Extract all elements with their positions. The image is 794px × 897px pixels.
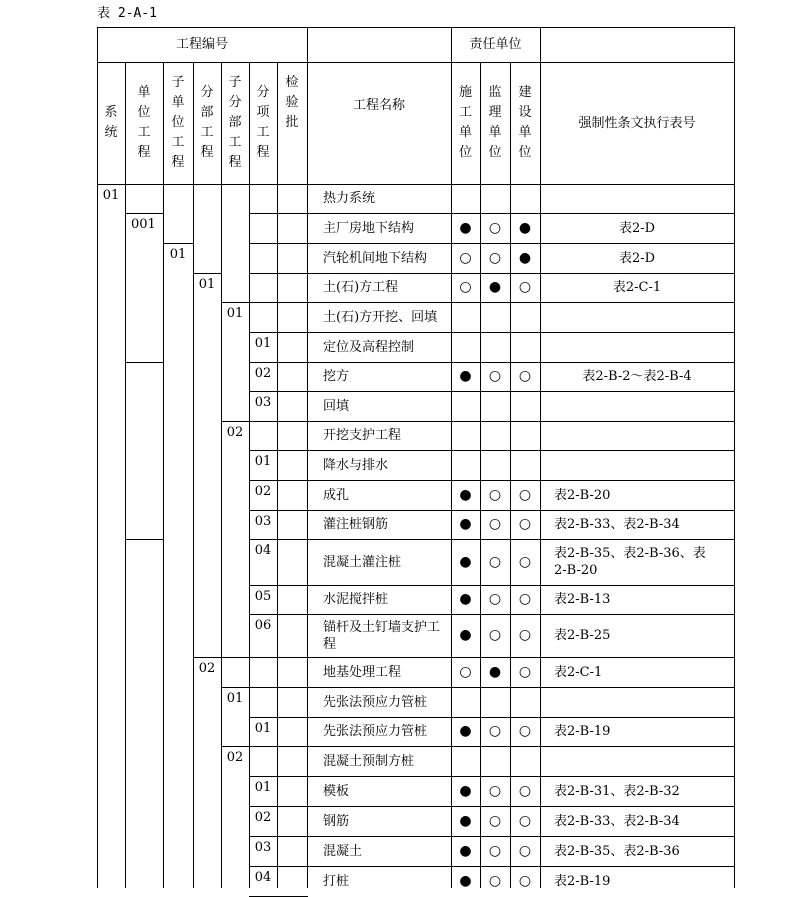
owner-unit-mark: ○ — [518, 812, 532, 829]
grid-rule-v — [734, 27, 735, 888]
code-item: 01 — [254, 780, 272, 795]
supervision-unit-mark: ● — [488, 663, 502, 680]
grid-rule-h — [277, 510, 308, 511]
header-system: 系统 — [104, 105, 118, 140]
mandatory-form-ref: 表2-D — [618, 250, 656, 266]
construction-unit-mark: ● — [459, 219, 472, 236]
grid-rule-h — [277, 746, 308, 747]
construction-unit-mark: ● — [459, 842, 472, 859]
owner-unit-mark: ○ — [518, 516, 532, 532]
mandatory-form-ref: 表2-B-13 — [554, 592, 611, 607]
construction-unit-mark: ● — [459, 368, 472, 384]
grid-rule-v — [125, 184, 126, 888]
construction-unit-mark: ● — [459, 486, 472, 503]
header-project-name: 工程名称 — [352, 98, 405, 113]
code-item: 01 — [254, 336, 272, 351]
grid-rule-h — [249, 421, 278, 422]
code-item: 02 — [254, 366, 272, 381]
code-division: 02 — [198, 661, 216, 676]
grid-rule-v — [221, 184, 222, 888]
code-item: 06 — [254, 618, 272, 633]
construction-unit-mark: ● — [459, 591, 472, 607]
code-item: 03 — [254, 514, 272, 529]
project-name-cell: 土(石)方工程 — [323, 280, 399, 295]
code-item: 03 — [254, 840, 272, 855]
supervision-unit-mark: ○ — [488, 872, 502, 889]
table-label: 表 2-A-1 — [97, 6, 157, 21]
supervision-unit-mark: ○ — [488, 591, 502, 607]
project-name-cell: 开挖支护工程 — [323, 428, 402, 443]
code-item: 01 — [254, 721, 272, 736]
grid-rule-h — [277, 806, 308, 807]
project-name-cell: 钢筋 — [323, 813, 350, 829]
header-responsible-unit: 责任单位 — [469, 37, 522, 52]
header-unit-project: 单位工程 — [137, 85, 151, 160]
construction-unit-mark: ● — [459, 627, 472, 643]
owner-unit-mark: ● — [518, 249, 532, 266]
mandatory-form-ref: 表2-B-20 — [554, 487, 611, 503]
project-name-cell: 汽轮机间地下结构 — [323, 250, 428, 266]
supervision-unit-mark: ○ — [488, 723, 502, 739]
project-name-cell: 灌注桩钢筋 — [323, 517, 389, 532]
grid-rule-h — [277, 332, 308, 333]
owner-unit-mark: ○ — [518, 627, 532, 643]
project-name-cell: 降水与排水 — [323, 457, 389, 473]
grid-rule-h — [277, 362, 308, 363]
grid-rule-h — [277, 273, 308, 274]
project-name-cell: 打桩 — [323, 873, 350, 889]
mandatory-form-ref: 表2-B-33、表2-B-34 — [554, 813, 680, 829]
construction-unit-mark: ● — [459, 872, 472, 889]
project-name-cell: 混凝土 — [323, 843, 363, 859]
project-name-cell: 模板 — [323, 783, 350, 799]
code-sub-division: 02 — [226, 425, 244, 440]
header-sub-unit-project: 子单位工程 — [171, 75, 185, 170]
project-name-cell: 混凝土预制方桩 — [323, 753, 415, 769]
construction-unit-mark: ○ — [459, 249, 472, 266]
project-name-cell: 先张法预应力管桩 — [323, 694, 428, 710]
owner-unit-mark: ○ — [518, 782, 532, 799]
construction-unit-mark: ● — [459, 553, 472, 570]
construction-unit-mark: ○ — [459, 279, 472, 295]
owner-unit-mark: ○ — [518, 842, 532, 859]
mandatory-form-ref: 表2-B-35、表2-B-36、表2-B-20 — [554, 546, 706, 578]
grid-rule-h — [249, 687, 278, 688]
engineering-code-table — [97, 27, 734, 887]
code-item: 02 — [254, 484, 272, 499]
grid-rule-h — [249, 657, 278, 658]
project-name-cell: 主厂房地下结构 — [323, 220, 415, 236]
grid-rule-h — [125, 362, 164, 363]
mandatory-form-ref: 表2-C-1 — [554, 664, 603, 680]
grid-rule-h — [277, 243, 308, 244]
grid-rule-h — [249, 273, 278, 274]
grid-rule-h — [277, 657, 308, 658]
supervision-unit-mark: ● — [488, 279, 502, 295]
project-name-cell: 锚杆及土钉墙支护工程 — [323, 619, 441, 652]
grid-rule-h — [249, 746, 278, 747]
owner-unit-mark: ○ — [518, 723, 532, 739]
header-item: 分项工程 — [256, 85, 270, 160]
grid-rule-h — [277, 421, 308, 422]
mandatory-form-ref: 表2-B-25 — [554, 628, 611, 643]
owner-unit-mark: ● — [518, 219, 532, 236]
grid-rule-h — [277, 776, 308, 777]
owner-unit-mark: ○ — [518, 872, 532, 889]
grid-rule-h — [277, 539, 308, 540]
header-supervision-unit: 监理单位 — [488, 85, 502, 160]
project-name-cell: 地基处理工程 — [323, 664, 402, 680]
grid-rule-h — [249, 302, 278, 303]
grid-rule-h — [277, 717, 308, 718]
owner-unit-mark: ○ — [518, 486, 532, 503]
supervision-unit-mark: ○ — [488, 627, 502, 643]
construction-unit-mark: ● — [459, 723, 472, 739]
grid-rule-h — [277, 302, 308, 303]
owner-unit-mark: ○ — [518, 368, 532, 384]
code-item: 05 — [254, 589, 272, 604]
construction-unit-mark: ○ — [459, 663, 472, 680]
grid-rule-h — [249, 243, 278, 244]
grid-rule-h — [249, 213, 278, 214]
header-construction-unit: 施工单位 — [458, 85, 472, 160]
grid-rule-h — [277, 866, 308, 867]
mandatory-form-ref: 表2-B-31、表2-B-32 — [554, 783, 680, 799]
code-item: 02 — [254, 810, 272, 825]
grid-rule-h — [277, 836, 308, 837]
code-sub-division: 02 — [226, 750, 244, 765]
mandatory-form-ref: 表2-B-19 — [554, 724, 611, 739]
code-division: 01 — [198, 277, 216, 292]
code-sub-division: 01 — [226, 306, 244, 321]
grid-rule-h — [277, 585, 308, 586]
project-name-cell: 土(石)方开挖、回填 — [323, 309, 438, 325]
owner-unit-mark: ○ — [518, 279, 532, 295]
grid-rule-h — [277, 480, 308, 481]
supervision-unit-mark: ○ — [488, 368, 502, 384]
project-name-cell: 回填 — [323, 398, 350, 414]
grid-rule-h — [277, 450, 308, 451]
code-item: 04 — [254, 543, 272, 558]
mandatory-form-ref: 表2-C-1 — [612, 280, 662, 295]
supervision-unit-mark: ○ — [488, 486, 502, 503]
mandatory-form-ref: 表2-B-19 — [554, 873, 611, 889]
header-inspection-batch: 检验批 — [285, 75, 299, 130]
project-name-cell: 热力系统 — [323, 191, 376, 206]
header-division: 分部工程 — [200, 85, 214, 160]
mandatory-form-ref: 表2-D — [618, 220, 656, 236]
code-item: 04 — [254, 870, 272, 885]
owner-unit-mark: ○ — [518, 663, 532, 680]
mandatory-form-ref: 表2-B-35、表2-B-36 — [554, 843, 680, 859]
grid-rule-h — [277, 391, 308, 392]
code-system: 01 — [102, 188, 120, 203]
project-name-cell: 水泥搅拌桩 — [323, 592, 389, 607]
supervision-unit-mark: ○ — [488, 812, 502, 829]
code-sub-division: 01 — [226, 691, 244, 706]
grid-rule-v — [277, 184, 278, 888]
construction-unit-mark: ● — [459, 812, 472, 829]
grid-rule-h — [277, 687, 308, 688]
mandatory-form-ref: 表2-B-33、表2-B-34 — [554, 517, 680, 532]
supervision-unit-mark: ○ — [488, 219, 502, 236]
code-unit: 001 — [131, 217, 156, 232]
supervision-unit-mark: ○ — [488, 782, 502, 799]
project-name-cell: 混凝土灌注桩 — [323, 554, 402, 570]
project-name-cell: 先张法预应力管桩 — [323, 724, 428, 739]
construction-unit-mark: ● — [459, 516, 472, 532]
owner-unit-mark: ○ — [518, 591, 532, 607]
grid-rule-v — [163, 184, 164, 888]
code-sub-unit: 01 — [169, 247, 187, 262]
project-name-cell: 挖方 — [323, 369, 350, 384]
grid-rule-h — [125, 539, 164, 540]
supervision-unit-mark: ○ — [488, 553, 502, 570]
header-engineering-code: 工程编号 — [175, 37, 228, 52]
header-owner-unit: 建设单位 — [518, 85, 532, 160]
mandatory-form-ref: 表2-B-2～表2-B-4 — [582, 369, 692, 384]
owner-unit-mark: ○ — [518, 553, 532, 570]
supervision-unit-mark: ○ — [488, 516, 502, 532]
grid-rule-h — [277, 614, 308, 615]
project-name-cell: 成孔 — [323, 487, 350, 503]
code-item: 03 — [254, 395, 272, 410]
header-mandatory-form: 强制性条文执行表号 — [578, 115, 696, 131]
grid-rule-h — [277, 213, 308, 214]
supervision-unit-mark: ○ — [488, 249, 502, 266]
project-name-cell: 定位及高程控制 — [323, 339, 415, 355]
construction-unit-mark: ● — [459, 782, 472, 799]
code-item: 01 — [254, 454, 272, 469]
supervision-unit-mark: ○ — [488, 842, 502, 859]
grid-rule-h — [221, 657, 250, 658]
header-sub-division: 子分部工程 — [228, 75, 242, 170]
